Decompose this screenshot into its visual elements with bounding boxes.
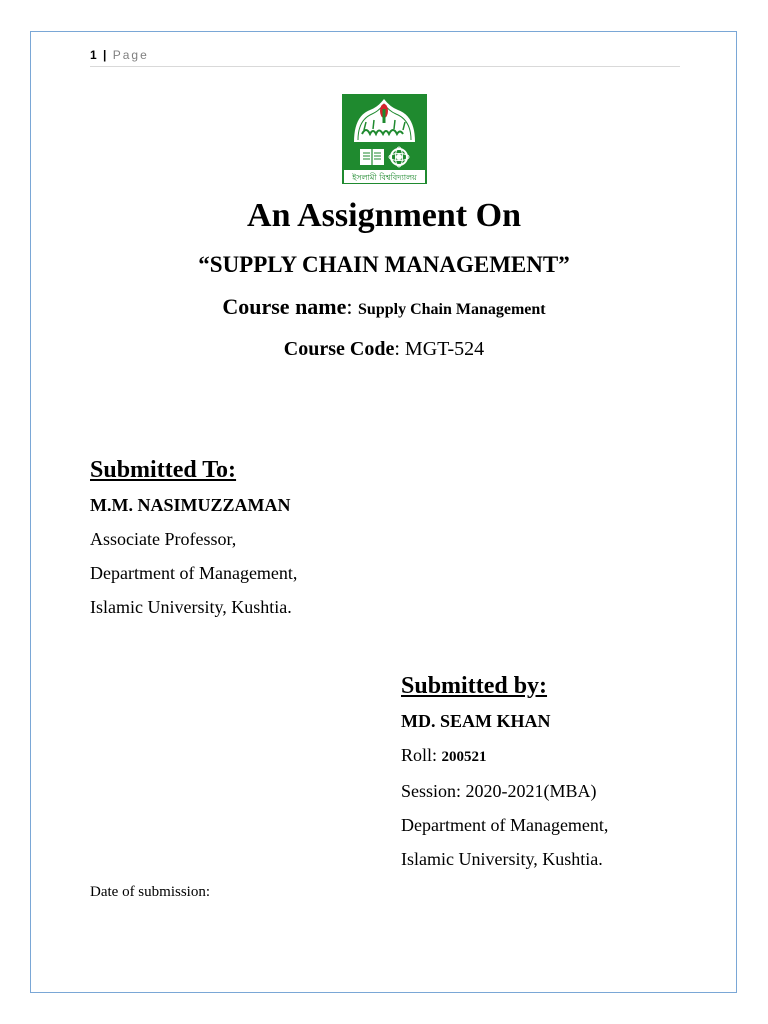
university-logo — [342, 94, 427, 184]
university-logo-emblem — [342, 94, 427, 184]
page-word: Page — [112, 48, 149, 62]
submitted-to-designation: Associate Professor, — [90, 529, 237, 549]
course-name-value: Supply Chain Management — [358, 301, 546, 318]
submitted-to-university: Islamic University, Kushtia. — [90, 597, 292, 617]
course-code-label: Course Code — [283, 338, 395, 360]
page-header — [90, 47, 680, 67]
submitted-to-heading: Submitted To: — [90, 457, 237, 483]
date-of-submission: Date of submission: — [90, 884, 210, 900]
course-name-label: Course name — [222, 294, 347, 319]
submitted-by-session: Session: 2020-2021(MBA) — [401, 781, 597, 801]
submitted-by-name: MD. SEAM KHAN — [401, 711, 551, 731]
course-code-line — [0, 335, 768, 363]
logo-caption: ইসলামী বিশ্ববিদ্যালয় — [352, 173, 417, 182]
course-code-separator: : — [394, 338, 400, 360]
submitted-to-department: Department of Management, — [90, 563, 298, 583]
submitted-by-department: Department of Management, — [401, 815, 609, 835]
submitted-by-block — [401, 668, 608, 876]
submitted-by-roll — [401, 738, 608, 774]
header-separator: | — [103, 48, 107, 62]
course-name-separator: : — [346, 294, 353, 319]
roll-value: 200521 — [441, 749, 487, 765]
document-subtitle: “SUPPLY CHAIN MANAGEMENT” — [198, 252, 570, 277]
submitted-to-block — [90, 452, 297, 624]
course-code-value: MGT-524 — [404, 338, 485, 360]
document-title: An Assignment On — [247, 197, 521, 234]
page-number: 1 — [90, 48, 97, 62]
roll-label: Roll: — [401, 745, 438, 765]
course-name-line — [0, 293, 768, 324]
submitted-by-university: Islamic University, Kushtia. — [401, 849, 603, 869]
submitted-to-name: M.M. NASIMUZZAMAN — [90, 495, 291, 515]
submitted-by-heading: Submitted by: — [401, 673, 548, 699]
